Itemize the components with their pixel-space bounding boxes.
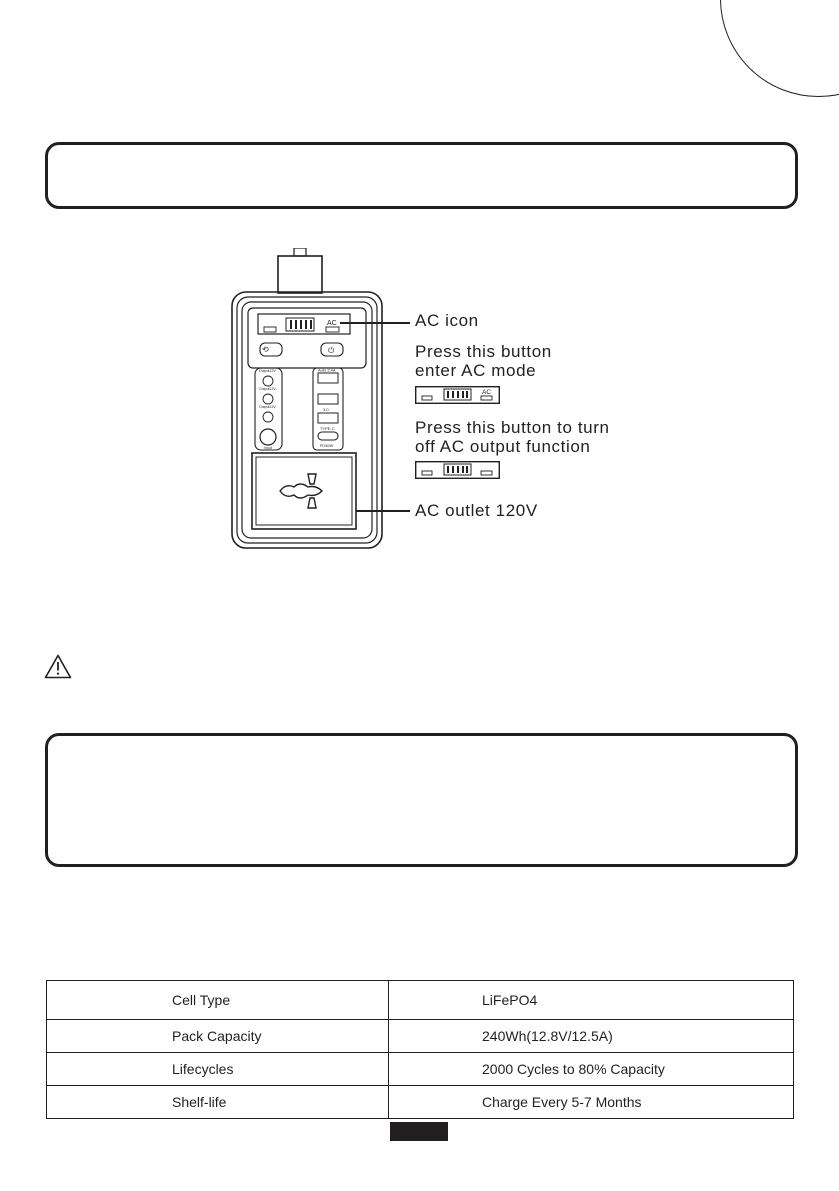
callout-press-on-line2: enter AC mode	[415, 361, 537, 380]
device-ac-outlet-face	[256, 457, 352, 525]
svg-text:TYPE-C: TYPE-C	[320, 426, 335, 431]
device-dc-panel	[255, 368, 282, 450]
table-row	[47, 1053, 794, 1086]
display-ac-off	[415, 461, 500, 479]
spec-value: Charge Every 5-7 Months	[389, 1086, 794, 1119]
ac-icon-leader	[340, 322, 410, 324]
page-footer-block	[390, 1122, 448, 1141]
ac-outlet-leader	[356, 510, 410, 512]
spec-label: Lifecycles	[47, 1053, 389, 1086]
svg-text:Output12V: Output12V	[259, 369, 276, 373]
device-handle-tab	[294, 248, 306, 256]
svg-text:PD/60W: PD/60W	[320, 444, 334, 448]
page-corner-arc	[720, 0, 839, 97]
device-ac-outlet-frame	[252, 453, 356, 529]
device-handle	[278, 256, 322, 293]
spec-label: Pack Capacity	[47, 1020, 389, 1053]
callout-press-on-line1: Press this button	[415, 342, 552, 361]
power-station-diagram	[230, 248, 390, 550]
svg-text:Output12V: Output12V	[259, 387, 276, 391]
svg-text:AC: AC	[482, 389, 492, 396]
table-row	[47, 1086, 794, 1119]
table-row	[47, 981, 794, 1020]
svg-text:Auto 2.4A: Auto 2.4A	[318, 367, 336, 373]
section-notice-box	[45, 733, 798, 867]
device-lcd-ac-text: AC	[327, 320, 337, 327]
spec-label: Cell Type	[47, 981, 389, 1020]
svg-text:Output12V: Output12V	[259, 405, 276, 409]
callout-ac-icon: AC icon	[415, 311, 479, 330]
spec-value: 2000 Cycles to 80% Capacity	[389, 1053, 794, 1086]
spec-value: LiFePO4	[389, 981, 794, 1020]
device-top-panel	[248, 308, 366, 368]
callout-press-off-line2: off AC output function	[415, 437, 591, 456]
specs-table	[46, 980, 794, 1119]
section-header-box	[45, 142, 798, 209]
callout-press-off-line1: Press this button to turn	[415, 418, 610, 437]
display-ac-on	[415, 386, 500, 404]
svg-text:3.0: 3.0	[323, 407, 329, 412]
svg-text:⟲: ⟲	[262, 345, 269, 354]
spec-label: Shelf-life	[47, 1086, 389, 1119]
callout-ac-outlet: AC outlet 120V	[415, 501, 538, 520]
warning-icon	[44, 654, 72, 679]
svg-text:⏻: ⏻	[328, 346, 335, 355]
svg-text:Input: Input	[264, 446, 272, 450]
spec-value: 240Wh(12.8V/12.5A)	[389, 1020, 794, 1053]
table-row	[47, 1020, 794, 1053]
